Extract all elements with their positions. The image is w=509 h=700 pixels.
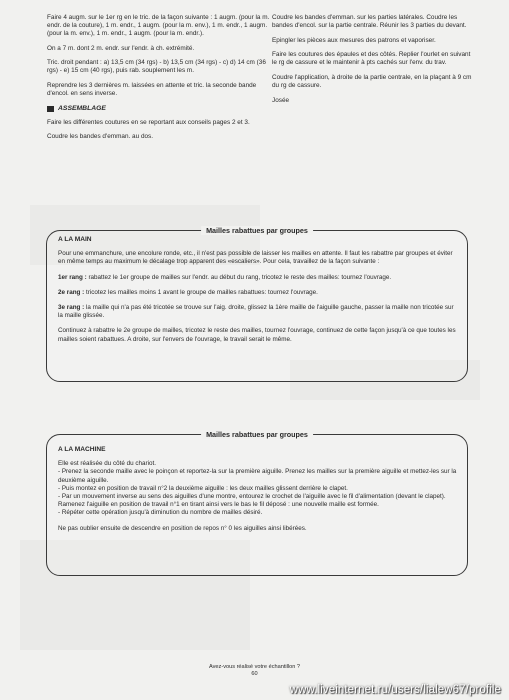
instruction-line: - Répéter cette opération jusqu'à diminution du nombre de mailles désiré. [58, 509, 263, 517]
paragraph: Tric. droit pendant : a) 13,5 cm (34 rgs) - b) 13,5 cm (34 rgs) - c) d) 14 cm (36 rgs) - e) 15 cm (40 rgs), puis rab. souplement les m. [47, 59, 266, 75]
hand-knitting-body [58, 236, 458, 351]
left-column [47, 14, 272, 148]
paragraph: Faire 4 augm. sur le 1er rg en le tric. de la façon suivante : 1 augm. (pour la m. endr. de la couture), 1 m. endr., 1 augm. (pour la m. env.), 1 m. endr., 1 augm. (pour la m. env.), 1 m. endr., 1 augm. (pour la m. endr.). [47, 14, 270, 38]
box-subtitle: A LA MACHINE [58, 446, 106, 453]
paragraph: On a 7 m. dont 2 m. endr. sur l'endr. à ch. extrémité. [47, 44, 195, 52]
footer-question: Avez-vous réalisé votre échantillon ? [209, 664, 300, 670]
signature: Josée [272, 96, 290, 104]
instruction-line: - Prenez la seconde maille avec le poinçon et reportez-la sur la première aiguille. Prenez les mailles sur la première aiguille et mettez-les sur la deuxième aiguille. [58, 468, 457, 484]
step-text: tricotez les mailles moins 1 avant le groupe de mailles rabattues: tournez l'ouvrage. [84, 288, 318, 296]
right-column [272, 14, 477, 111]
instruction-line: - Puis montez en position de travail n°2 la deuxième aiguille : les deux mailles glissent derrière le clapet. [58, 484, 348, 492]
paragraph: Continuez à rabattre le 2e groupe de mailles, tricotez le reste des mailles, tournez l'ouvrage, continuez de cette façon jusqu'à ce que toutes les mailles soient rabattues. A droite, sur l'envers de l'ouvrage, le travail serait le même. [58, 327, 456, 343]
closing-note: Ne pas oublier ensuite de descendre en position de repos n° 0 les aiguilles ainsi libérées. [58, 524, 307, 532]
box-title: Mailles rabattues par groupes [201, 226, 313, 235]
square-bullet-icon [47, 106, 54, 112]
page-number: 60 [251, 671, 258, 677]
paragraph: Reprendre les 3 dernières m. laissées en attente et tric. la seconde bande d'encol. en sens inverse. [47, 82, 257, 98]
instruction-line: - Par un mouvement inverse au sens des aiguilles d'une montre, entourez le crochet de l'aiguille avec le fil d'alimentation (devant le clapet). Ramenez l'aiguille en position de travail n°1 en tirant ainsi vers le bas le fil déposé : une nouvelle maille est formée. [58, 493, 446, 509]
step-row-1 [58, 274, 458, 282]
paragraph: Pour une emmanchure, une encolure ronde, etc., il n'est pas possible de laisser les mailles en attente. Il faut les rabattre par groupes et éviter en même temps au maximum le décalage trop apparent des «escaliers». Pour cela, travaillez de la façon suivante : [58, 250, 453, 266]
paragraph: Faire les différentes coutures en se reportant aux conseils pages 2 et 3. [47, 118, 250, 126]
paragraph: Coudre l'application, à droite de la partie centrale, en la plaçant à 9 cm du rg de cassure. [272, 73, 472, 90]
paragraph: Faire les coutures des épaules et des côtés. Replier l'ourlet en suivant le rg de cassure et le maintenir à pts cachés sur l'env. du trav. [272, 51, 471, 67]
step-label: 2e rang : [58, 288, 85, 296]
step-row-2 [58, 289, 458, 297]
machine-knitting-body [58, 446, 458, 533]
box-subtitle: A LA MAIN [58, 236, 92, 243]
step-row-3 [58, 304, 458, 320]
instruction-line: Elle est réalisée du côté du chariot. [58, 460, 157, 468]
step-text: la maille qui n'a pas été tricotée se trouve sur l'aig. droite, glissez la 1ère maille de l'aiguille gauche, passer la maille non tricotée sur la maille glissée. [58, 304, 454, 320]
paragraph: Coudre les bandes d'emman. au dos. [47, 133, 154, 141]
paragraph: Coudre les bandes d'emman. sur les parties latérales. Coudre les bandes d'encol. sur la partie centrale. Réunir les 3 parties du devant. [272, 14, 467, 30]
step-text: rabattez le 1er groupe de mailles sur l'endr. au début du rang, tricotez le reste des mailles: tournez l'ouvrage. [86, 273, 392, 281]
section-heading [47, 105, 272, 113]
watermark-url: www.liveinternet.ru/users/lialew67/profile [289, 684, 501, 696]
step-label: 3e rang : [58, 304, 85, 312]
paragraph: Epingler les pièces aux mesures des patrons et vaporiser. [272, 36, 436, 44]
section-title: ASSEMBLAGE [58, 104, 106, 112]
step-label: 1er rang : [58, 273, 87, 281]
box-title: Mailles rabattues par groupes [201, 430, 313, 439]
